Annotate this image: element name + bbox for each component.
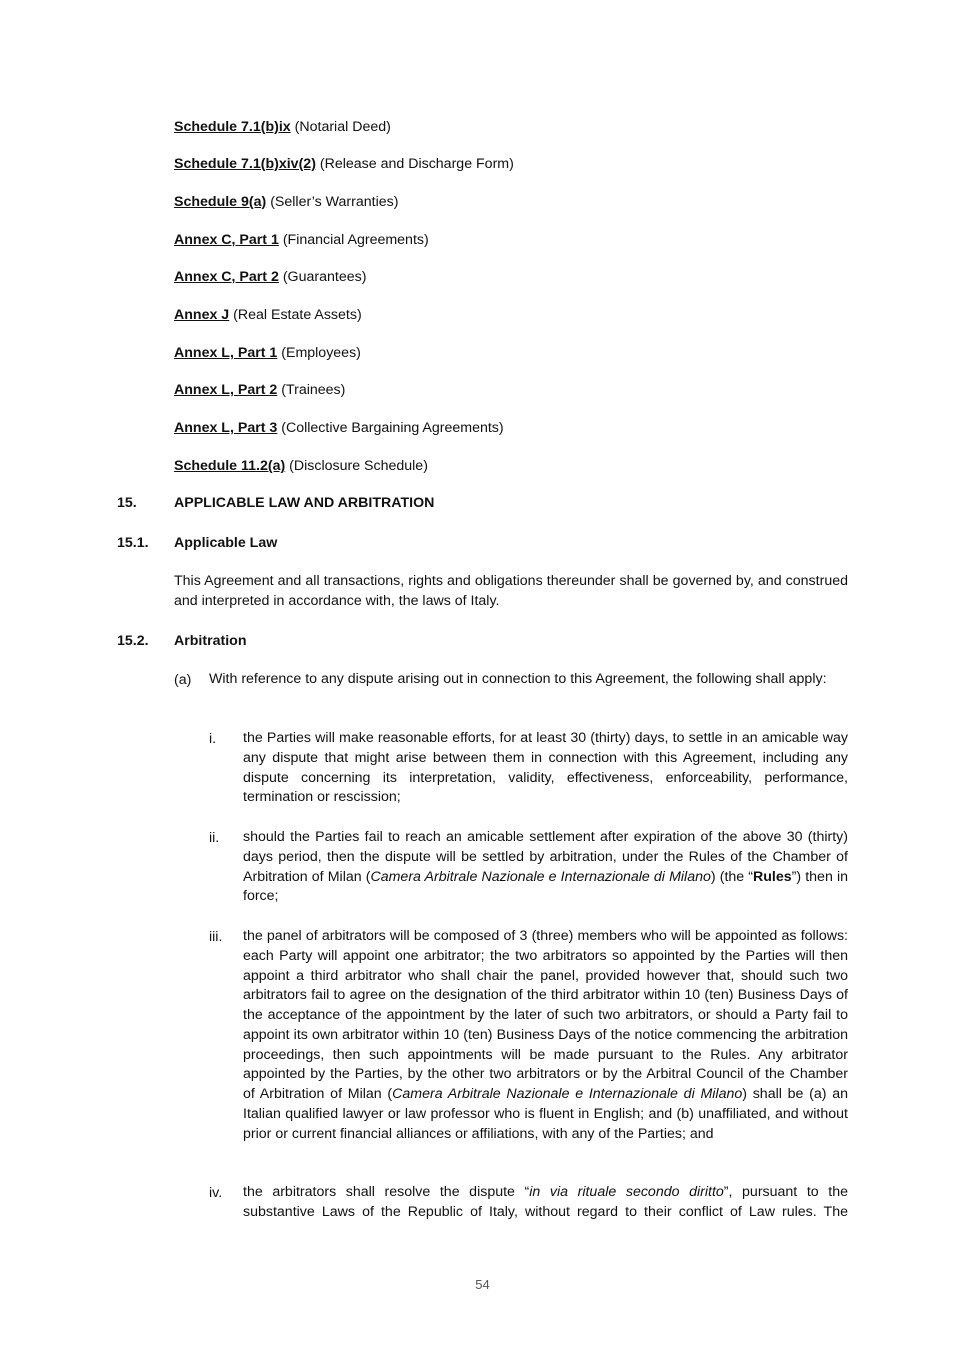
list-item (174, 230, 429, 250)
clause-marker: iv. (209, 1185, 223, 1201)
clause-marker: iii. (209, 929, 223, 945)
subsection-number: 15.1. (117, 535, 149, 551)
schedule-desc: (Release and Discharge Form) (319, 156, 514, 172)
list-item (174, 380, 345, 400)
subsection-title: Applicable Law (174, 535, 278, 551)
list-item (174, 418, 504, 438)
list-item (174, 456, 428, 476)
clause-text: the arbitrators shall resolve the dispute “in via rituale secondo diritto”, pursuant to the substantive Laws of the Republic of Italy, without regard to their conflict of Law rules. The (243, 1184, 848, 1220)
schedule-desc: (Seller’s Warranties) (270, 194, 399, 210)
schedule-desc: (Real Estate Assets) (233, 307, 362, 323)
schedule-ref: Annex J (174, 307, 230, 323)
schedule-ref: Annex C, Part 2 (174, 269, 279, 285)
schedule-ref: Annex L, Part 1 (174, 345, 278, 361)
schedule-desc: (Notarial Deed) (294, 119, 391, 135)
list-item (174, 343, 361, 363)
section-number: 15. (117, 495, 137, 511)
clause-text: This Agreement and all transactions, rights and obligations thereunder shall be governed by, and construed and interpreted in accordance with, the laws of Italy. (174, 573, 848, 609)
schedule-desc: (Employees) (281, 345, 361, 361)
schedule-desc: (Collective Bargaining Agreements) (281, 420, 504, 436)
list-item (174, 305, 362, 325)
clause-text: the Parties will make reasonable efforts, for at least 30 (thirty) days, to settle in an amicable way any dispute that might arise between them in connection with this Agreement, including any dispute concerning its interpretation, validity, effectiveness, enforceability, performance, termination or rescission; (243, 730, 848, 806)
subsection-number: 15.2. (117, 633, 149, 649)
clause-text: should the Parties fail to reach an amicable settlement after expiration of the above 30 (thirty) days period, then the dispute will be settled by arbitration, under the Rules of the Chamber of Arbitration of Milan (Camera Arbitrale Nazionale e Internazionale di Milano) (the “Rules”) then in force; (243, 829, 848, 905)
schedule-desc: (Guarantees) (282, 269, 367, 285)
schedule-ref: Annex C, Part 1 (174, 232, 279, 248)
section-title: APPLICABLE LAW AND ARBITRATION (174, 495, 435, 511)
clause-marker: ii. (209, 830, 220, 846)
schedule-ref: Schedule 7.1(b)ix (174, 119, 291, 135)
schedule-ref: Annex L, Part 3 (174, 420, 278, 436)
page-number: 54 (475, 1277, 490, 1292)
list-item (174, 154, 514, 174)
schedule-desc: (Trainees) (281, 382, 346, 398)
clause-marker: (a) (174, 672, 192, 688)
list-item (174, 192, 398, 212)
schedule-desc: (Financial Agreements) (282, 232, 429, 248)
schedule-desc: (Disclosure Schedule) (289, 458, 428, 474)
list-item (174, 267, 366, 287)
schedule-ref: Annex L, Part 2 (174, 382, 278, 398)
list-item (174, 117, 391, 137)
subsection-title: Arbitration (174, 633, 247, 649)
clause-text: With reference to any dispute arising out in connection to this Agreement, the following shall apply: (209, 671, 827, 687)
clause-marker: i. (209, 731, 217, 747)
schedule-ref: Schedule 7.1(b)xiv(2) (174, 156, 316, 172)
clause-text: the panel of arbitrators will be composed of 3 (three) members who will be appointed as follows: each Party will appoint one arbitrator; the two arbitrators so appointed by the Parties will then appoint a third arbitrator who shall chair the panel, provided however that, should such two arbitrators fail to agree on the designation of the third arbitrator within 10 (ten) Business Days of the acceptance of the appointment by the later of such two arbitrators, or should a Party fail to appoint its own arbitrator within 10 (ten) Business Days of the notice commencing the arbitration proceedings, then such appointments will be made pursuant to the Rules. Any arbitrator appointed by the Parties, by the other two arbitrators or by the Arbitral Council of the Chamber of Arbitration of Milan (Camera Arbitrale Nazionale e Internazionale di Milano) shall be (a) an Italian qualified lawyer or law professor who is fluent in English; and (b) unaffiliated, and without prior or current financial alliances or affiliations, with any of the Parties; and (243, 928, 848, 1142)
schedule-ref: Schedule 11.2(a) (174, 458, 286, 474)
schedule-ref: Schedule 9(a) (174, 194, 267, 210)
